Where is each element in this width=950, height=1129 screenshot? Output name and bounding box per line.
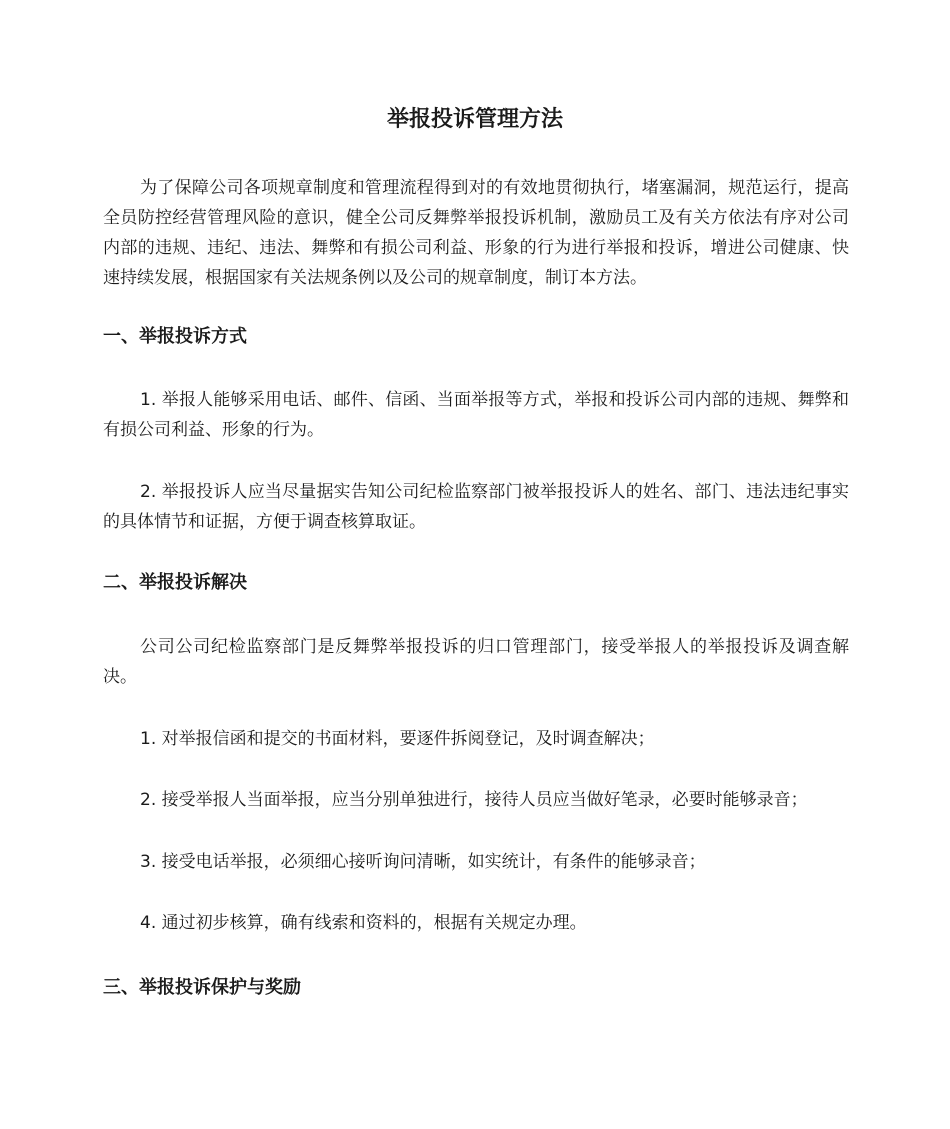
section-2-intro: 公司公司纪检监察部门是反舞弊举报投诉的归口管理部门，接受举报人的举报投诉及调查解决。 — [103, 637, 849, 687]
intro-paragraph: 为了保障公司各项规章制度和管理流程得到对的有效地贯彻执行，堵塞漏洞，规范运行，提高全员防控经营管理风险的意识，健全公司反舞弊举报投诉机制，激励员工及有关方依法有序对公司内部的违规、违纪、违法、舞弊和有损公司利益、形象的行为进行举报和投诉，增进公司健康、快速持续发展，根据国家有关法规条例以及公司的规章制度，制订本方法。 — [103, 178, 849, 288]
section-1-heading: 一、举报投诉方式 — [103, 326, 247, 347]
section-3-heading: 三、举报投诉保护与奖励 — [103, 977, 301, 998]
document-title: 举报投诉管理方法 — [386, 107, 563, 132]
section-2-item-1: 1. 对举报信函和提交的书面材料，要逐件拆阅登记，及时调查解决； — [140, 729, 655, 749]
section-2-heading: 二、举报投诉解决 — [103, 572, 247, 593]
section-1-item-2: 2. 举报投诉人应当尽量据实告知公司纪检监察部门被举报投诉人的姓名、部门、违法违纪事实的具体情节和证据，方便于调查核算取证。 — [103, 482, 849, 532]
section-2-item-2: 2. 接受举报人当面举报，应当分别单独进行，接待人员应当做好笔录，必要时能够录音； — [140, 790, 808, 810]
section-2-item-3: 3. 接受电话举报，必须细心接听询问清晰，如实统计，有条件的能够录音； — [140, 852, 706, 872]
section-2-item-4: 4. 通过初步核算，确有线索和资料的，根据有关规定办理。 — [140, 913, 587, 933]
section-1-item-1: 1. 举报人能够采用电话、邮件、信函、当面举报等方式，举报和投诉公司内部的违规、舞弊和有损公司利益、形象的行为。 — [103, 390, 849, 440]
